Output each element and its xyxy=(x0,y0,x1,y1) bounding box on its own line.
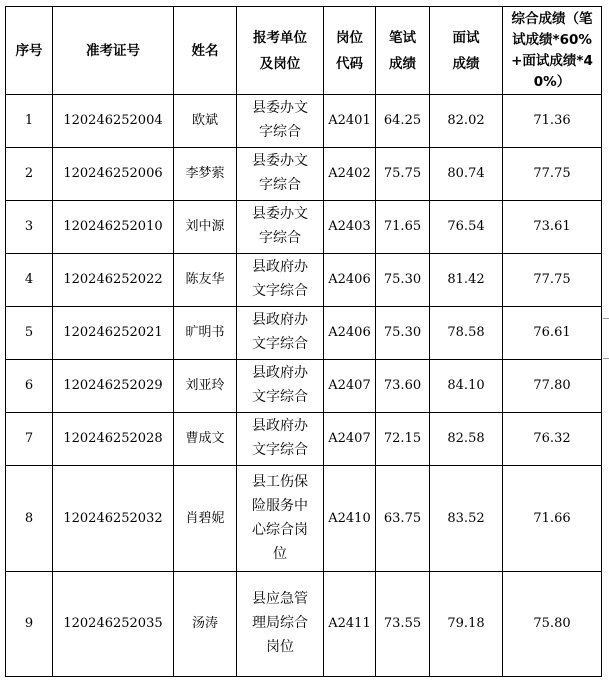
cell-combined: 71.36 xyxy=(503,95,602,148)
table-row xyxy=(6,95,602,148)
cell-name: 汤涛 xyxy=(174,572,237,677)
cell-seq: 7 xyxy=(6,413,53,466)
cell-written: 75.30 xyxy=(376,254,430,307)
cell-exam-no: 120246252006 xyxy=(53,148,174,201)
cell-seq: 4 xyxy=(6,254,53,307)
cell-exam-no: 120246252021 xyxy=(53,307,174,360)
table-row xyxy=(6,148,602,201)
cell-unit: 县政府办文字综合 xyxy=(237,307,324,360)
cell-post-code: A2411 xyxy=(324,572,376,677)
cell-written: 75.30 xyxy=(376,307,430,360)
cell-unit: 县应急管理局综合岗位 xyxy=(237,572,324,677)
cell-exam-no: 120246252035 xyxy=(53,572,174,677)
cell-unit: 县政府办文字综合 xyxy=(237,254,324,307)
cell-name: 李梦萦 xyxy=(174,148,237,201)
cell-combined: 75.80 xyxy=(503,572,602,677)
header-row xyxy=(6,7,602,95)
cell-written: 64.25 xyxy=(376,95,430,148)
table-row xyxy=(6,466,602,572)
cell-exam-no: 120246252032 xyxy=(53,466,174,572)
cell-written: 63.75 xyxy=(376,466,430,572)
table-row xyxy=(6,360,602,413)
cell-exam-no: 120246252029 xyxy=(53,360,174,413)
cell-combined: 73.61 xyxy=(503,201,602,254)
cell-post-code: A2401 xyxy=(324,95,376,148)
table-row xyxy=(6,413,602,466)
cell-seq: 1 xyxy=(6,95,53,148)
cell-name: 肖碧妮 xyxy=(174,466,237,572)
cell-interview: 84.10 xyxy=(430,360,503,413)
cell-name: 陈友华 xyxy=(174,254,237,307)
cell-interview: 82.58 xyxy=(430,413,503,466)
cell-post-code: A2402 xyxy=(324,148,376,201)
cell-post-code: A2407 xyxy=(324,360,376,413)
cell-interview: 78.58 xyxy=(430,307,503,360)
cell-combined: 71.66 xyxy=(503,466,602,572)
cell-exam-no: 120246252004 xyxy=(53,95,174,148)
cell-combined: 76.61 xyxy=(503,307,602,360)
cell-seq: 2 xyxy=(6,148,53,201)
cell-interview: 76.54 xyxy=(430,201,503,254)
edge-tick-mark xyxy=(603,318,609,319)
header-post-code: 岗位代码 xyxy=(324,7,376,95)
cell-name: 曹成文 xyxy=(174,413,237,466)
cell-interview: 81.42 xyxy=(430,254,503,307)
cell-combined: 77.80 xyxy=(503,360,602,413)
header-exam-no: 准考证号 xyxy=(53,7,174,95)
cell-post-code: A2406 xyxy=(324,254,376,307)
cell-interview: 82.02 xyxy=(430,95,503,148)
cell-exam-no: 120246252028 xyxy=(53,413,174,466)
cell-written: 75.75 xyxy=(376,148,430,201)
cell-name: 刘中源 xyxy=(174,201,237,254)
cell-interview: 83.52 xyxy=(430,466,503,572)
header-seq: 序号 xyxy=(6,7,53,95)
cell-unit: 县委办文字综合 xyxy=(237,148,324,201)
header-unit: 报考单位及岗位 xyxy=(237,7,324,95)
cell-written: 73.55 xyxy=(376,572,430,677)
cell-name: 刘亚玲 xyxy=(174,360,237,413)
cell-written: 72.15 xyxy=(376,413,430,466)
cell-seq: 3 xyxy=(6,201,53,254)
cell-exam-no: 120246252010 xyxy=(53,201,174,254)
header-interview: 面试成绩 xyxy=(430,7,503,95)
header-combined: 综合成绩（笔试成绩*60%+面试成绩*40%） xyxy=(503,7,602,95)
table-row xyxy=(6,307,602,360)
cell-unit: 县委办文字综合 xyxy=(237,201,324,254)
cell-name: 欧斌 xyxy=(174,95,237,148)
cell-combined: 77.75 xyxy=(503,148,602,201)
score-table xyxy=(5,6,602,677)
cell-interview: 80.74 xyxy=(430,148,503,201)
cell-post-code: A2406 xyxy=(324,307,376,360)
header-name: 姓名 xyxy=(174,7,237,95)
cell-post-code: A2410 xyxy=(324,466,376,572)
cell-interview: 79.18 xyxy=(430,572,503,677)
cell-seq: 5 xyxy=(6,307,53,360)
table-row xyxy=(6,254,602,307)
cell-post-code: A2403 xyxy=(324,201,376,254)
cell-written: 71.65 xyxy=(376,201,430,254)
cell-unit: 县工伤保险服务中心综合岗位 xyxy=(237,466,324,572)
cell-unit: 县政府办文字综合 xyxy=(237,360,324,413)
cell-seq: 9 xyxy=(6,572,53,677)
table-row xyxy=(6,201,602,254)
cell-unit: 县委办文字综合 xyxy=(237,95,324,148)
table-row xyxy=(6,572,602,677)
cell-written: 73.60 xyxy=(376,360,430,413)
cell-name: 旷明书 xyxy=(174,307,237,360)
cell-seq: 8 xyxy=(6,466,53,572)
cell-seq: 6 xyxy=(6,360,53,413)
cell-combined: 76.32 xyxy=(503,413,602,466)
cell-unit: 县政府办文字综合 xyxy=(237,413,324,466)
header-written: 笔试成绩 xyxy=(376,7,430,95)
cell-exam-no: 120246252022 xyxy=(53,254,174,307)
edge-tick-mark xyxy=(603,358,609,359)
cell-post-code: A2407 xyxy=(324,413,376,466)
cell-combined: 77.75 xyxy=(503,254,602,307)
